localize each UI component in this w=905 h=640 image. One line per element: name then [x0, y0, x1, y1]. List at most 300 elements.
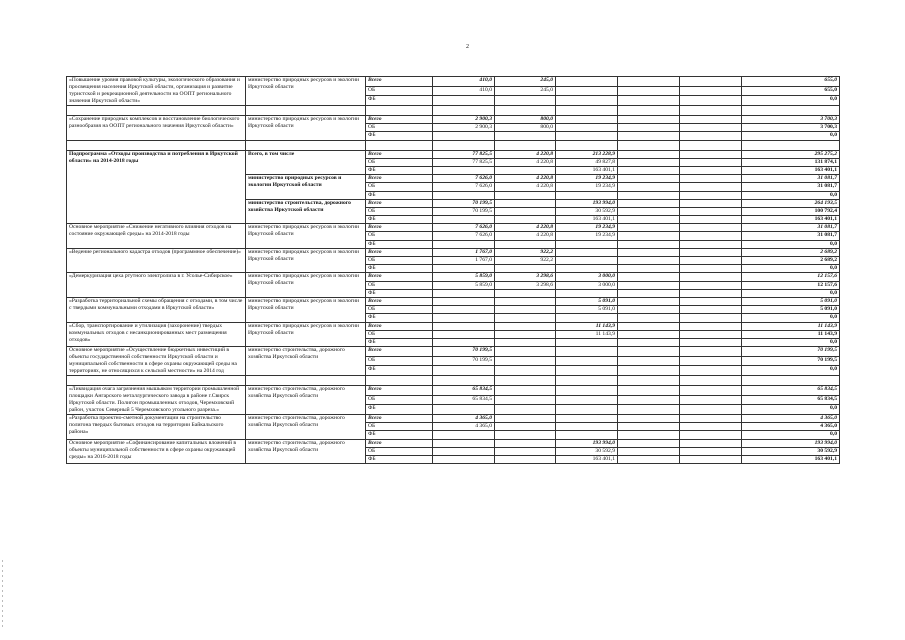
amount-total-cell: 264 193,5: [742, 199, 840, 207]
funding-source-cell: Всего: [366, 224, 433, 232]
amount-2014-cell: 5 859,0: [433, 273, 495, 281]
amount-2016-cell: 3 000,0: [556, 273, 618, 281]
amount-2016-cell: 3 000,0: [556, 281, 618, 289]
amount-2015-cell: [495, 447, 556, 455]
amount-2017-cell: [618, 386, 680, 396]
amount-2015-cell: [495, 314, 556, 322]
amount-2014-cell: 65 834,5: [433, 395, 495, 405]
amount-2018-cell: [680, 306, 742, 314]
amount-total-cell: 65 834,5: [742, 386, 840, 396]
responsible-cell: министерство природных ресурсов и экологии Иркутской области: [246, 273, 366, 298]
amount-2016-cell: 213 228,9: [556, 150, 618, 158]
amount-2015-cell: 4 220,8: [495, 150, 556, 158]
amount-2016-cell: [556, 240, 618, 248]
amount-2015-cell: [495, 415, 556, 423]
spacer-cell: [246, 106, 366, 116]
funding-source-cell: ОБ: [366, 86, 433, 96]
amount-2015-cell: 922,2: [495, 257, 556, 265]
amount-2018-cell: [680, 330, 742, 338]
amount-2017-cell: [618, 314, 680, 322]
amount-2014-cell: 410,0: [433, 77, 495, 87]
responsible-cell: министерство строительства, дорожного хозяйства Иркутской области: [246, 199, 366, 224]
amount-total-cell: 3 700,3: [742, 116, 840, 124]
funding-source-cell: ОБ: [366, 306, 433, 314]
spacer-cell: [433, 140, 495, 150]
amount-2018-cell: [680, 257, 742, 265]
amount-2015-cell: [495, 386, 556, 396]
funding-source-cell: ФБ: [366, 240, 433, 248]
amount-total-cell: 0,0: [742, 265, 840, 273]
amount-2015-cell: [495, 431, 556, 439]
amount-2016-cell: 163 401,1: [556, 216, 618, 224]
amount-2018-cell: [680, 366, 742, 376]
amount-2017-cell: [618, 395, 680, 405]
funding-source-cell: Всего: [366, 77, 433, 87]
amount-2015-cell: [495, 338, 556, 346]
amount-2015-cell: [495, 166, 556, 174]
amount-2014-cell: 70 199,5: [433, 356, 495, 366]
table-spacer-row: [67, 140, 840, 150]
amount-total-cell: 12 157,6: [742, 281, 840, 289]
amount-2018-cell: [680, 423, 742, 431]
spacer-cell: [246, 140, 366, 150]
amount-total-cell: 4 365,0: [742, 423, 840, 431]
amount-2016-cell: 5 091,0: [556, 306, 618, 314]
amount-2018-cell: [680, 77, 742, 87]
amount-2014-cell: [433, 322, 495, 330]
spacer-cell: [618, 140, 680, 150]
amount-2014-cell: 410,0: [433, 86, 495, 96]
amount-2016-cell: [556, 96, 618, 106]
amount-2016-cell: [556, 415, 618, 423]
amount-2016-cell: 193 994,0: [556, 199, 618, 207]
spacer-cell: [366, 376, 433, 386]
amount-2017-cell: [618, 415, 680, 423]
measure-name-cell: «Сбор, транспортирование и утилизация (захоронение) твердых коммунальных отходов с несанкционированных мест размещения отходов»: [67, 322, 246, 347]
responsible-cell: Всего, в том числе: [246, 150, 366, 175]
responsible-cell: министерство природных ресурсов и экологии Иркутской области: [246, 248, 366, 273]
amount-total-cell: 0,0: [742, 431, 840, 439]
responsible-cell: министерство строительства, дорожного хозяйства Иркутской области: [246, 347, 366, 376]
amount-2018-cell: [680, 431, 742, 439]
amount-2018-cell: [680, 439, 742, 447]
spacer-cell: [556, 140, 618, 150]
amount-2016-cell: 19 234,9: [556, 183, 618, 191]
amount-total-cell: 31 081,7: [742, 224, 840, 232]
table-spacer-row: [67, 376, 840, 386]
amount-2015-cell: 3 298,6: [495, 273, 556, 281]
amount-total-cell: 31 081,7: [742, 183, 840, 191]
amount-2017-cell: [618, 439, 680, 447]
amount-total-cell: 3 700,3: [742, 124, 840, 132]
funding-source-cell: Всего: [366, 116, 433, 124]
amount-2015-cell: 4 220,8: [495, 175, 556, 183]
amount-2014-cell: 7 626,0: [433, 224, 495, 232]
table-row: [67, 386, 840, 396]
amount-2018-cell: [680, 216, 742, 224]
amount-2017-cell: [618, 116, 680, 124]
amount-2018-cell: [680, 386, 742, 396]
funding-source-cell: ОБ: [366, 183, 433, 191]
amount-2017-cell: [618, 248, 680, 256]
amount-2018-cell: [680, 314, 742, 322]
amount-2017-cell: [618, 191, 680, 199]
amount-2015-cell: [495, 240, 556, 248]
responsible-cell: министерство строительства, дорожного хозяйства Иркутской области: [246, 439, 366, 464]
amount-2018-cell: [680, 322, 742, 330]
funding-source-cell: ФБ: [366, 366, 433, 376]
amount-2015-cell: 3 298,6: [495, 281, 556, 289]
amount-total-cell: 2 689,2: [742, 257, 840, 265]
amount-2015-cell: 4 220,8: [495, 224, 556, 232]
responsible-cell: министерство природных ресурсов и экологии Иркутской области: [246, 322, 366, 347]
amount-2016-cell: [556, 257, 618, 265]
amount-2015-cell: 245,0: [495, 77, 556, 87]
measure-name-cell: «Ведение регионального кадастра отходов (программное обеспечение)»: [67, 248, 246, 273]
amount-2014-cell: 4 365,0: [433, 415, 495, 423]
table-row: [67, 150, 840, 158]
amount-2017-cell: [618, 175, 680, 183]
amount-total-cell: 295 275,2: [742, 150, 840, 158]
amount-2018-cell: [680, 175, 742, 183]
amount-2015-cell: [495, 405, 556, 415]
measure-name-cell: «Ликвидация очага загрязнения мышьяком территории промышленной площадки Ангарского металлургического завода в районе г.Свирск Иркутской области. Полигон промышленных отходов, Черемховский район, участок Северный 5 Черемховского угольного разреза.»: [67, 386, 246, 415]
amount-2016-cell: 19 234,9: [556, 175, 618, 183]
amount-2016-cell: [556, 423, 618, 431]
amount-total-cell: 0,0: [742, 132, 840, 140]
spacer-cell: [67, 106, 246, 116]
amount-2014-cell: [433, 191, 495, 199]
spacer-cell: [67, 376, 246, 386]
amount-2017-cell: [618, 405, 680, 415]
spacer-cell: [495, 106, 556, 116]
amount-2016-cell: 30 592,9: [556, 207, 618, 215]
table-row: [67, 415, 840, 423]
amount-2015-cell: [495, 330, 556, 338]
amount-total-cell: 5 091,0: [742, 306, 840, 314]
amount-2015-cell: [495, 347, 556, 357]
amount-2016-cell: 30 592,9: [556, 447, 618, 455]
funding-source-cell: ФБ: [366, 431, 433, 439]
amount-total-cell: 11 143,9: [742, 330, 840, 338]
funding-source-cell: ОБ: [366, 281, 433, 289]
amount-2014-cell: 70 199,5: [433, 207, 495, 215]
amount-2018-cell: [680, 347, 742, 357]
amount-total-cell: 65 834,5: [742, 395, 840, 405]
amount-2016-cell: 49 827,8: [556, 158, 618, 166]
amount-2016-cell: [556, 77, 618, 87]
amount-2014-cell: [433, 132, 495, 140]
funding-source-cell: ОБ: [366, 158, 433, 166]
amount-total-cell: 0,0: [742, 338, 840, 346]
page-number: 2: [466, 44, 469, 50]
amount-2017-cell: [618, 216, 680, 224]
amount-2016-cell: [556, 386, 618, 396]
spacer-cell: [618, 376, 680, 386]
table-row: [67, 439, 840, 447]
amount-2016-cell: [556, 116, 618, 124]
spacer-cell: [67, 140, 246, 150]
measure-name-cell: «Разработка проектно-сметной документации на строительство полигона твердых бытовых отходов на территории Байкальского района»: [67, 415, 246, 440]
amount-2017-cell: [618, 289, 680, 297]
responsible-cell: министерство природных ресурсов и экологии Иркутской области: [246, 116, 366, 141]
funding-source-cell: ОБ: [366, 207, 433, 215]
amount-2015-cell: [495, 456, 556, 464]
funding-source-cell: ОБ: [366, 356, 433, 366]
amount-2017-cell: [618, 356, 680, 366]
spacer-cell: [366, 140, 433, 150]
funding-source-cell: Всего: [366, 175, 433, 183]
table-row: [67, 297, 840, 305]
amount-2018-cell: [680, 281, 742, 289]
amount-2016-cell: [556, 356, 618, 366]
amount-2018-cell: [680, 265, 742, 273]
amount-2015-cell: [495, 199, 556, 207]
amount-2017-cell: [618, 366, 680, 376]
amount-total-cell: 131 874,1: [742, 158, 840, 166]
spacer-cell: [680, 106, 742, 116]
funding-source-cell: Всего: [366, 322, 433, 330]
table-row: [67, 116, 840, 124]
amount-2014-cell: 77 825,5: [433, 150, 495, 158]
amount-2015-cell: [495, 96, 556, 106]
funding-source-cell: ФБ: [366, 191, 433, 199]
amount-2018-cell: [680, 116, 742, 124]
amount-2017-cell: [618, 224, 680, 232]
amount-total-cell: 0,0: [742, 96, 840, 106]
amount-2014-cell: [433, 431, 495, 439]
amount-2017-cell: [618, 150, 680, 158]
amount-total-cell: 0,0: [742, 366, 840, 376]
amount-2016-cell: 19 234,9: [556, 232, 618, 240]
amount-total-cell: 70 199,5: [742, 356, 840, 366]
amount-2015-cell: [495, 423, 556, 431]
amount-2014-cell: 70 199,5: [433, 199, 495, 207]
amount-2015-cell: [495, 356, 556, 366]
amount-2014-cell: [433, 166, 495, 174]
amount-2014-cell: [433, 96, 495, 106]
amount-total-cell: 5 091,0: [742, 297, 840, 305]
amount-2018-cell: [680, 273, 742, 281]
amount-total-cell: 0,0: [742, 314, 840, 322]
amount-2016-cell: 5 091,0: [556, 297, 618, 305]
amount-2017-cell: [618, 96, 680, 106]
spacer-cell: [680, 140, 742, 150]
amount-2018-cell: [680, 166, 742, 174]
spacer-cell: [366, 106, 433, 116]
amount-2017-cell: [618, 338, 680, 346]
measure-name-cell: «Повышение уровня правовой культуры, экологического образования и просвещения населения Иркутской области, организация и развитие туристской и рекреационной деятельности на ООПТ регионального значения Иркутской области»: [67, 77, 246, 106]
amount-2018-cell: [680, 183, 742, 191]
amount-2016-cell: [556, 191, 618, 199]
amount-total-cell: 0,0: [742, 289, 840, 297]
spacer-cell: [495, 376, 556, 386]
amount-2014-cell: 77 825,5: [433, 158, 495, 166]
funding-source-cell: ОБ: [366, 447, 433, 455]
amount-2018-cell: [680, 124, 742, 132]
table-spacer-row: [67, 106, 840, 116]
amount-total-cell: 31 081,7: [742, 175, 840, 183]
amount-2014-cell: 2 900,3: [433, 124, 495, 132]
amount-2016-cell: 19 234,9: [556, 224, 618, 232]
spacer-cell: [742, 376, 840, 386]
amount-2015-cell: [495, 265, 556, 273]
amount-total-cell: 0,0: [742, 191, 840, 199]
measure-name-cell: Основное мероприятие «Снижение негативного влияния отходов на состояние окружающей среды» на 2014-2018 годы: [67, 224, 246, 249]
amount-2015-cell: [495, 439, 556, 447]
responsible-cell: министерство природных ресурсов и экологии Иркутской области: [246, 224, 366, 249]
amount-2014-cell: [433, 306, 495, 314]
amount-2016-cell: [556, 265, 618, 273]
amount-2015-cell: [495, 191, 556, 199]
amount-2016-cell: [556, 248, 618, 256]
amount-2016-cell: [556, 347, 618, 357]
funding-source-cell: Всего: [366, 199, 433, 207]
amount-2018-cell: [680, 356, 742, 366]
amount-2014-cell: 7 626,0: [433, 183, 495, 191]
measure-name-cell: «Разработка территориальной схемы обращения с отходами, в том числе с твердыми коммунальными отходами в Иркутской области»: [67, 297, 246, 322]
amount-2017-cell: [618, 158, 680, 166]
funding-source-cell: ОБ: [366, 257, 433, 265]
amount-2014-cell: [433, 456, 495, 464]
amount-2017-cell: [618, 265, 680, 273]
amount-2016-cell: 163 401,1: [556, 166, 618, 174]
funding-source-cell: Всего: [366, 150, 433, 158]
amount-2015-cell: 800,0: [495, 116, 556, 124]
amount-2017-cell: [618, 86, 680, 96]
funding-source-cell: ОБ: [366, 395, 433, 405]
amount-2018-cell: [680, 405, 742, 415]
amount-2018-cell: [680, 199, 742, 207]
amount-2017-cell: [618, 297, 680, 305]
amount-2016-cell: [556, 86, 618, 96]
amount-2017-cell: [618, 183, 680, 191]
amount-2018-cell: [680, 224, 742, 232]
amount-2014-cell: [433, 366, 495, 376]
amount-2014-cell: [433, 338, 495, 346]
table-row: [67, 248, 840, 256]
amount-2016-cell: 163 401,1: [556, 456, 618, 464]
amount-2017-cell: [618, 456, 680, 464]
funding-source-cell: ФБ: [366, 132, 433, 140]
amount-total-cell: 163 401,1: [742, 216, 840, 224]
amount-2018-cell: [680, 240, 742, 248]
amount-2017-cell: [618, 232, 680, 240]
amount-2017-cell: [618, 257, 680, 265]
funding-source-cell: Всего: [366, 439, 433, 447]
amount-total-cell: 70 199,5: [742, 347, 840, 357]
amount-2018-cell: [680, 248, 742, 256]
amount-total-cell: 4 365,0: [742, 415, 840, 423]
funding-source-cell: ФБ: [366, 96, 433, 106]
table-row: [67, 347, 840, 357]
amount-total-cell: 0,0: [742, 405, 840, 415]
spacer-cell: [556, 106, 618, 116]
measure-name-cell: Основное мероприятие «Софинансирование капитальных вложений в объекты муниципальной собственности в сфере охраны окружающей среды» на 2016-2018 годы: [67, 439, 246, 464]
amount-2016-cell: [556, 338, 618, 346]
amount-2015-cell: [495, 395, 556, 405]
amount-2017-cell: [618, 447, 680, 455]
amount-2017-cell: [618, 306, 680, 314]
funding-source-cell: Всего: [366, 347, 433, 357]
amount-2014-cell: 7 626,0: [433, 232, 495, 240]
funding-source-cell: ФБ: [366, 289, 433, 297]
amount-2018-cell: [680, 395, 742, 405]
amount-2017-cell: [618, 166, 680, 174]
funding-source-cell: ФБ: [366, 166, 433, 174]
amount-total-cell: 163 401,1: [742, 166, 840, 174]
spacer-cell: [495, 140, 556, 150]
amount-2015-cell: 922,2: [495, 248, 556, 256]
scan-edge-mark: [2, 560, 3, 630]
spacer-cell: [246, 376, 366, 386]
spacer-cell: [742, 106, 840, 116]
amount-2018-cell: [680, 338, 742, 346]
responsible-cell: министерство природных ресурсов и экологии Иркутской области: [246, 77, 366, 106]
amount-2017-cell: [618, 77, 680, 87]
amount-2016-cell: [556, 124, 618, 132]
amount-2014-cell: [433, 405, 495, 415]
funding-source-cell: ОБ: [366, 124, 433, 132]
amount-2018-cell: [680, 150, 742, 158]
spacer-cell: [433, 376, 495, 386]
amount-2015-cell: [495, 289, 556, 297]
spacer-cell: [618, 106, 680, 116]
amount-2016-cell: [556, 132, 618, 140]
spacer-cell: [680, 376, 742, 386]
amount-2018-cell: [680, 96, 742, 106]
amount-2018-cell: [680, 191, 742, 199]
amount-2014-cell: [433, 447, 495, 455]
amount-total-cell: 30 592,9: [742, 447, 840, 455]
amount-2017-cell: [618, 431, 680, 439]
amount-2014-cell: 65 834,5: [433, 386, 495, 396]
amount-2017-cell: [618, 347, 680, 357]
funding-source-cell: ОБ: [366, 330, 433, 338]
funding-source-cell: ФБ: [366, 456, 433, 464]
amount-2014-cell: [433, 439, 495, 447]
funding-source-cell: ФБ: [366, 216, 433, 224]
amount-2017-cell: [618, 423, 680, 431]
amount-2017-cell: [618, 124, 680, 132]
funding-source-cell: Всего: [366, 248, 433, 256]
amount-total-cell: 12 157,6: [742, 273, 840, 281]
amount-2014-cell: [433, 240, 495, 248]
amount-total-cell: 11 143,9: [742, 322, 840, 330]
amount-2017-cell: [618, 281, 680, 289]
responsible-cell: министерство строительства, дорожного хозяйства Иркутской области: [246, 386, 366, 415]
funding-source-cell: Всего: [366, 415, 433, 423]
amount-2015-cell: [495, 297, 556, 305]
amount-2014-cell: 1 767,0: [433, 248, 495, 256]
amount-2016-cell: 11 143,9: [556, 330, 618, 338]
amount-2018-cell: [680, 415, 742, 423]
amount-2014-cell: 2 900,3: [433, 116, 495, 124]
amount-2018-cell: [680, 207, 742, 215]
amount-2015-cell: [495, 207, 556, 215]
amount-2014-cell: [433, 314, 495, 322]
amount-2017-cell: [618, 199, 680, 207]
amount-2014-cell: 70 199,5: [433, 347, 495, 357]
amount-2014-cell: [433, 216, 495, 224]
amount-2018-cell: [680, 289, 742, 297]
amount-2014-cell: 5 859,0: [433, 281, 495, 289]
amount-2015-cell: 4 220,8: [495, 183, 556, 191]
funding-source-cell: ФБ: [366, 265, 433, 273]
budget-table-body: [67, 77, 840, 464]
amount-2018-cell: [680, 232, 742, 240]
amount-2015-cell: 4 220,8: [495, 158, 556, 166]
